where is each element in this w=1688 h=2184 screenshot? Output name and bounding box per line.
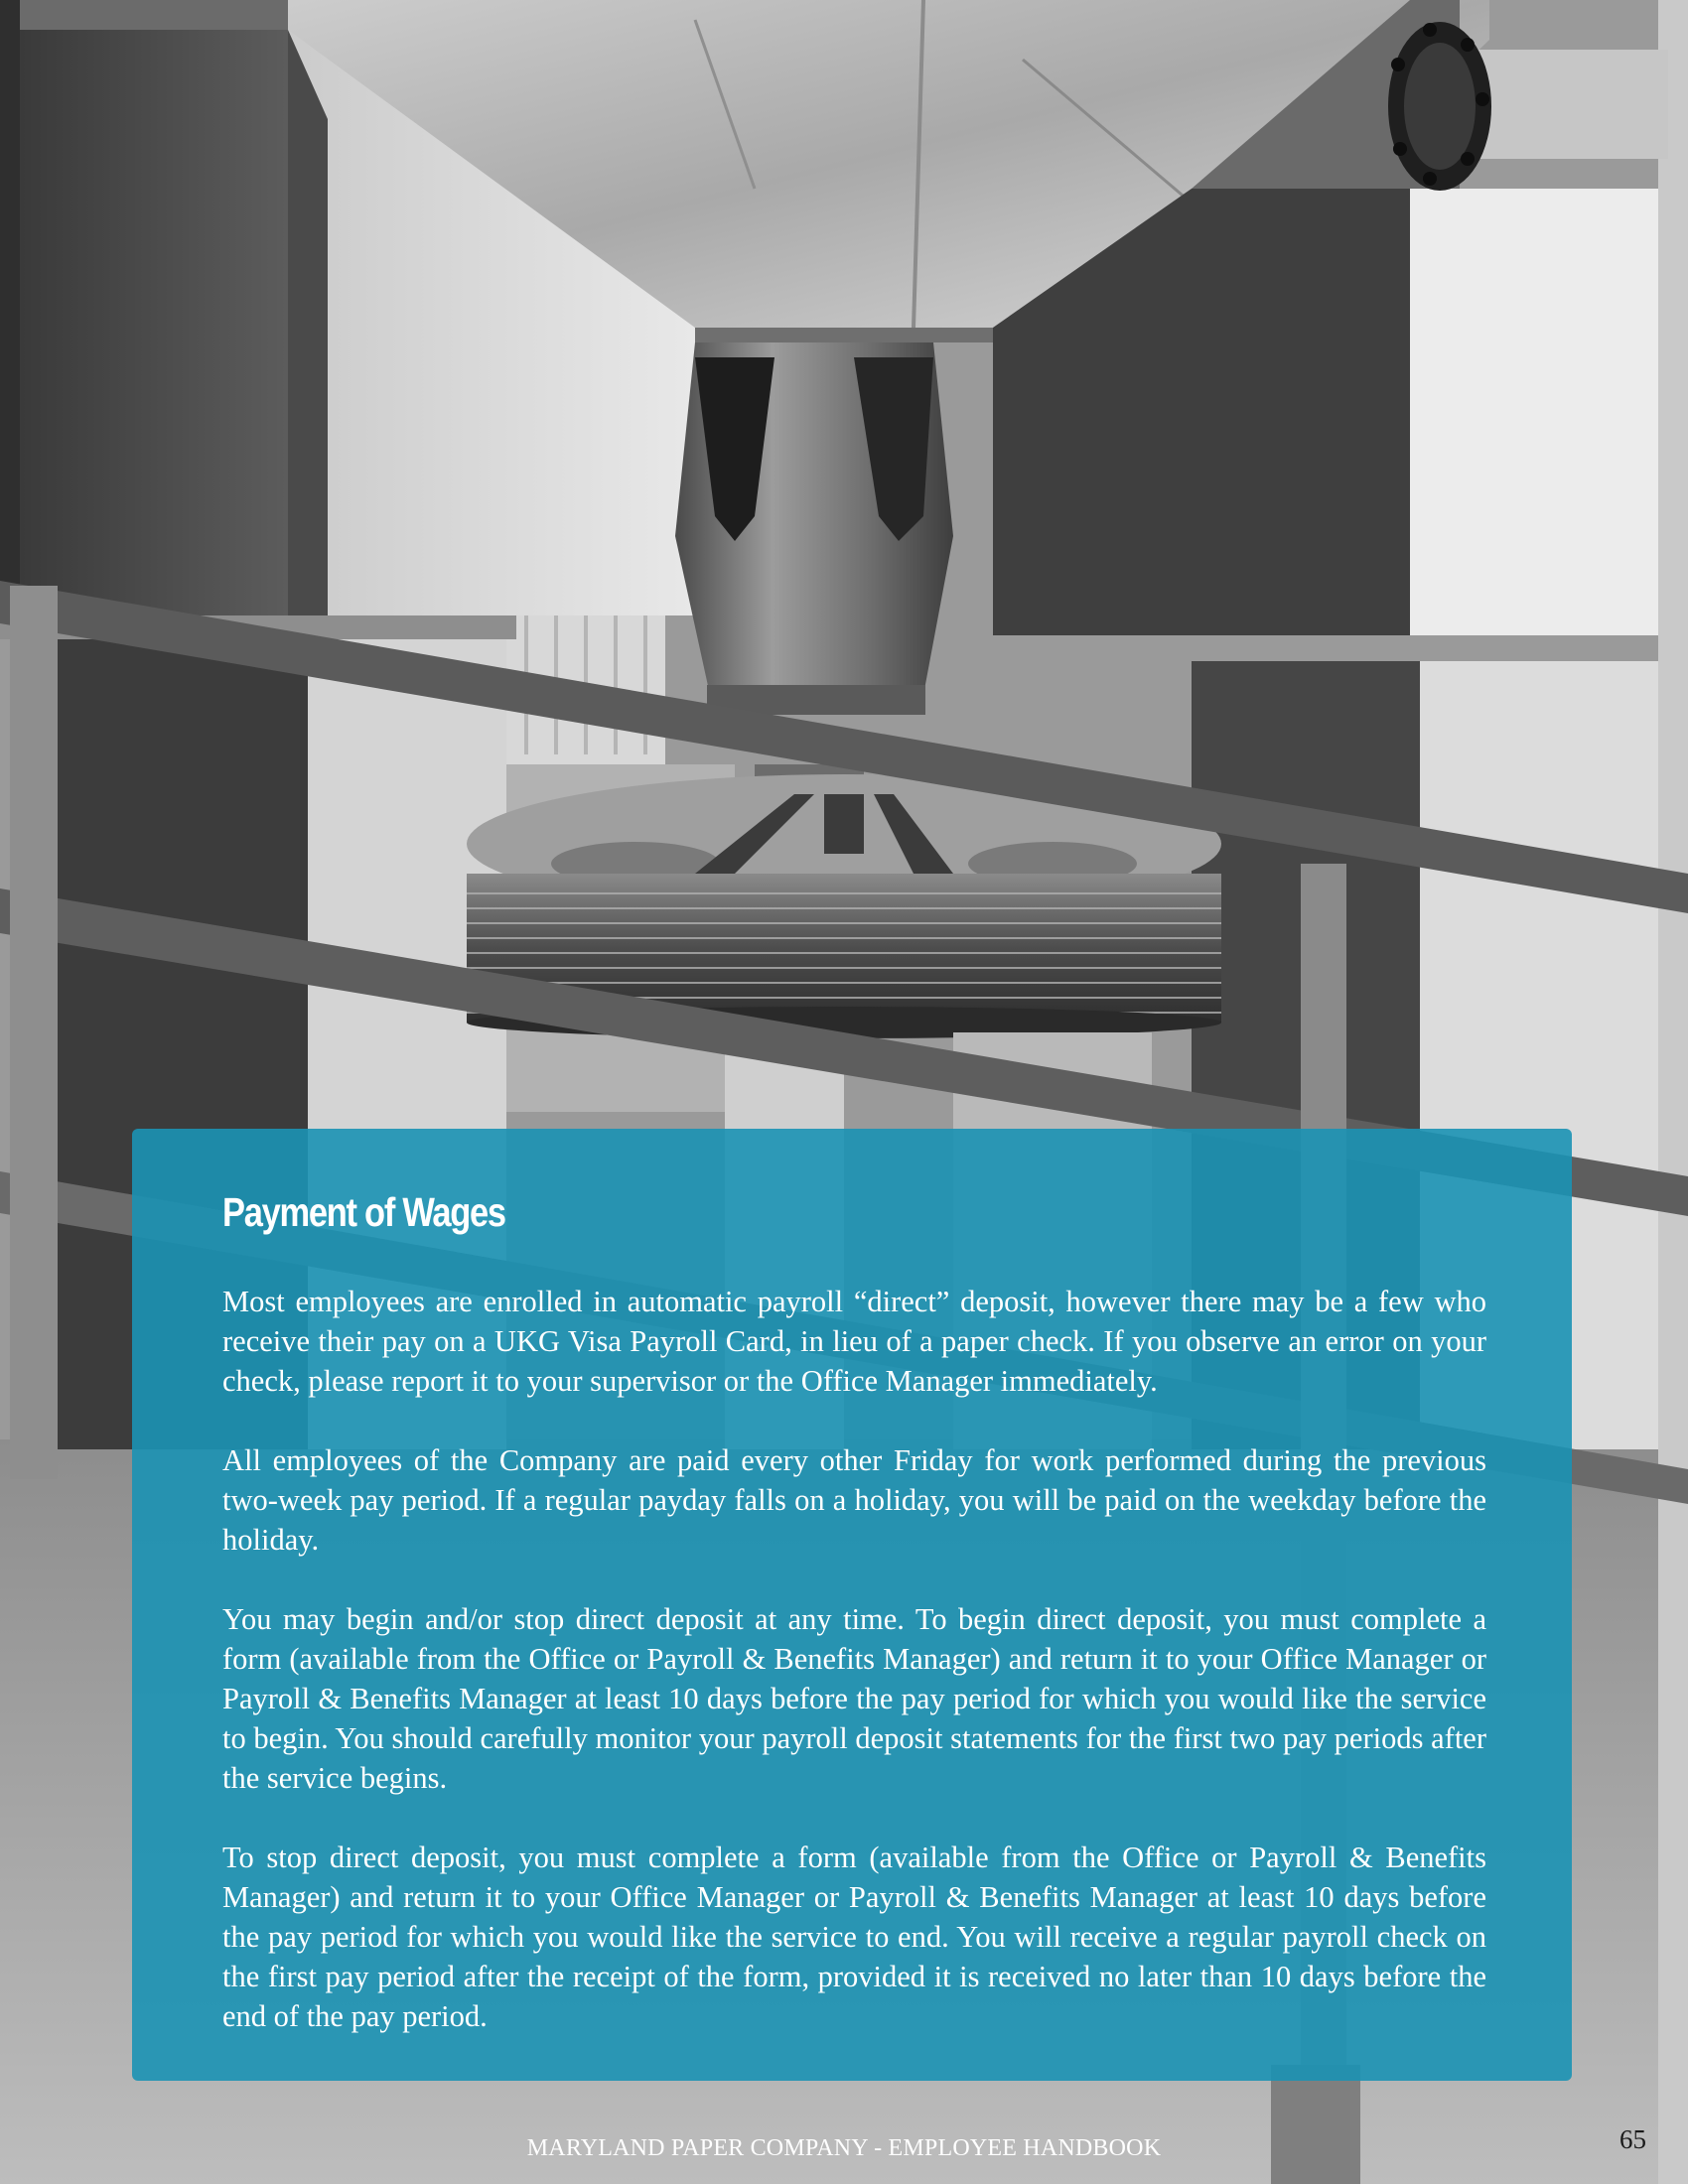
paragraph-stop-direct-deposit: To stop direct deposit, you must complete a form (available from the Office or Payroll & Benefits Manager) and return it to your Office Manager or Payroll & Benefits Manager at least 10 days before the pay period for which you would like the service to end. You will receive a regular payroll check on the first pay period after the receipt of the form, provided it is received no later than 10 days before the end of the pay period. xyxy=(222,1841,1486,2033)
paragraph-direct-deposit-enrollment: Most employees are enrolled in automatic payroll “direct” deposit, however there may be a few who receive their pay on a UKG Visa Payroll Card, in lieu of a paper check. If you observe an error on your check, please report it to your supervisor or the Office Manager immediately. xyxy=(222,1285,1486,1398)
content-panel xyxy=(132,1129,1572,2081)
section-title: Payment of Wages xyxy=(222,1189,505,1235)
paragraph-pay-schedule: All employees of the Company are paid every other Friday for work performed during the previous two-week pay period. If a regular payday falls on a holiday, you will be paid on the weekday before the holiday. xyxy=(222,1443,1486,1557)
paragraph-begin-direct-deposit: You may begin and/or stop direct deposit at any time. To begin direct deposit, you must complete a form (available from the Office or Payroll & Benefits Manager) and return it to your Office Manager or Payroll & Benefits Manager at least 10 days before the pay period for which you would like the service to begin. You should carefully monitor your payroll deposit statements for the first two pay periods after the service begins. xyxy=(222,1602,1486,1795)
footer-handbook-title: MARYLAND PAPER COMPANY - EMPLOYEE HANDBOOK xyxy=(526,2135,1162,2161)
page-number: 65 xyxy=(1619,2124,1646,2154)
